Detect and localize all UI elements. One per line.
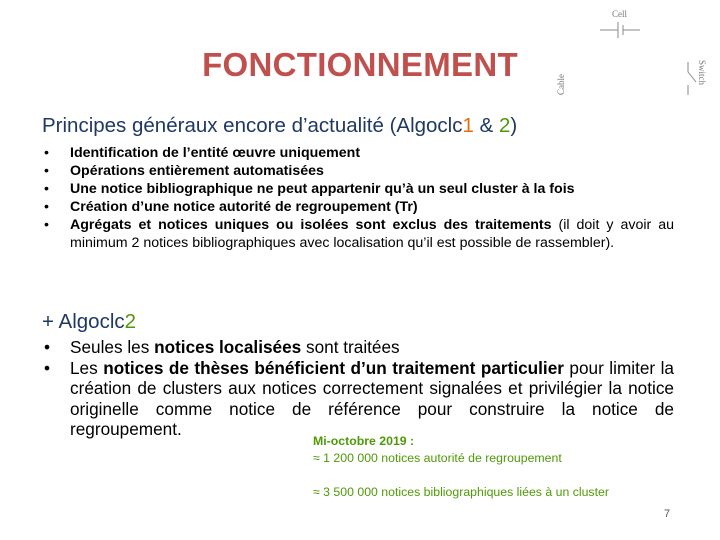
principles-heading-prefix: Principes généraux encore d’actualité (Algoclc xyxy=(42,114,463,137)
bullet-icon: • xyxy=(44,199,49,215)
cable-label: Cable xyxy=(556,74,566,95)
page-number: 7 xyxy=(664,508,671,520)
item-text: pour limiter la création de clusters aux notices correctement signalées et privilégier la notice originelle comme notice de référence pour construire la notice de regroupement. xyxy=(70,357,674,439)
principles-heading-two: 2 xyxy=(498,114,511,137)
list-item xyxy=(44,198,674,216)
stats-biblio-label: notices bibliographiques liées à un cluster xyxy=(377,485,609,499)
principle-text: Agrégats et notices uniques ou isolées sont exclus des traitements xyxy=(70,217,552,233)
list-item xyxy=(44,216,674,252)
algoclc2-heading xyxy=(42,310,136,334)
list-item xyxy=(44,144,674,162)
list-item xyxy=(44,358,674,440)
principles-heading-amp: & xyxy=(473,114,499,137)
stats-date: Mi-octobre 2019 : xyxy=(313,434,415,448)
item-text: sont traitées xyxy=(301,337,400,357)
switch-label: Switch xyxy=(697,60,707,86)
principle-text: Création d’une notice autorité de regroupement (Tr) xyxy=(70,199,418,215)
bullet-icon: • xyxy=(44,357,51,378)
algoclc2-heading-num: 2 xyxy=(124,310,137,333)
list-item xyxy=(44,337,674,358)
slide-title-text: FONCTIONNEMENT xyxy=(202,46,518,83)
principles-heading xyxy=(42,114,517,138)
cell-label: Cell xyxy=(612,9,627,19)
item-text: Les xyxy=(70,357,104,378)
stats-authority-count: ≈ 1 200 000 xyxy=(313,451,378,465)
item-text: Seules les xyxy=(70,337,155,357)
principles-heading-suffix: ) xyxy=(510,114,518,137)
list-item xyxy=(44,162,674,180)
bullet-icon: • xyxy=(44,181,49,197)
circuit-decoration-icon xyxy=(540,0,720,110)
algoclc2-heading-text: + Algoclc xyxy=(42,310,125,333)
stats-authority xyxy=(313,451,562,465)
stats-biblio xyxy=(313,485,609,499)
principle-text: Une notice bibliographique ne peut appartenir qu’à un seul cluster à la fois xyxy=(70,181,575,197)
list-item xyxy=(44,180,674,198)
stats-biblio-count: ≈ 3 500 000 xyxy=(313,485,378,499)
item-text-bold: notices de thèses bénéficient d’un traitement particulier xyxy=(103,357,564,378)
principles-heading-one: 1 xyxy=(462,114,474,137)
principle-text: Opérations entièrement automatisées xyxy=(70,163,324,179)
bullet-icon: • xyxy=(44,217,49,233)
item-text-bold: notices localisées xyxy=(154,337,302,357)
bullet-icon: • xyxy=(44,337,51,357)
bullet-icon: • xyxy=(44,163,49,179)
principle-text-suffix: (il doit y avoir au minimum 2 notices bibliographiques avec localisation qu’il est possible de rassembler). xyxy=(70,217,674,251)
stats-authority-label: notices autorité de regroupement xyxy=(377,451,562,465)
bullet-icon: • xyxy=(44,145,49,161)
principles-list xyxy=(44,144,674,252)
algoclc2-list xyxy=(44,337,674,440)
principle-text: Identification de l’entité œuvre uniquement xyxy=(70,145,361,161)
